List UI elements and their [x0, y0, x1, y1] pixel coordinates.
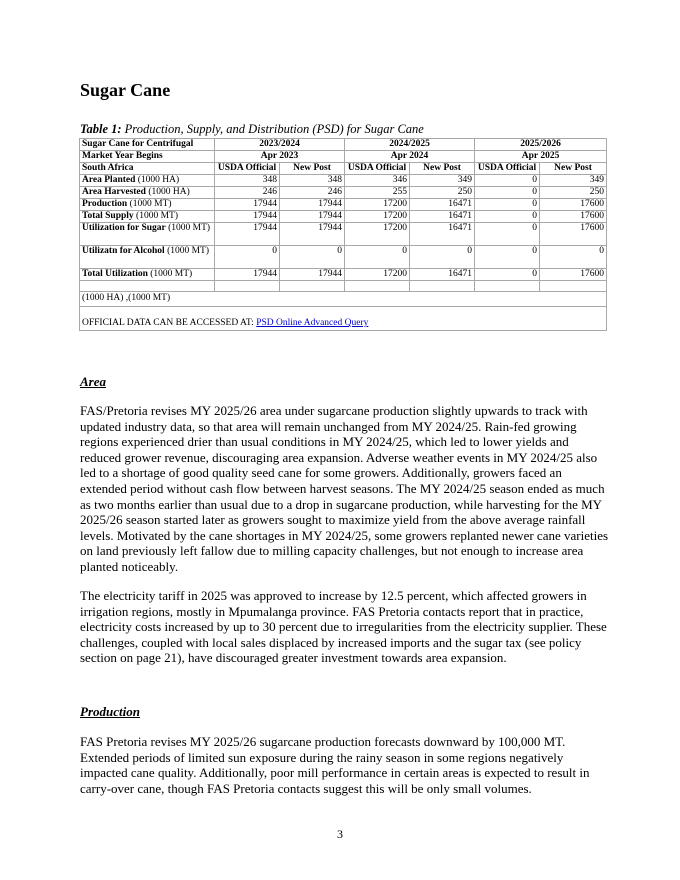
table-cell: 17944 — [215, 269, 280, 281]
paragraph: FAS/Pretoria revises MY 2025/26 area under sugarcane production slightly upwards to track with updated industry data, so that area will remain unchanged from MY 2024/25. Rain-fed growing regions experienced drier than usual conditions in MY 2024/25, which led to lower yields and reduced grower revenue, discouraging area expansion. Adverse weather events in MY 2024/25 also led to a shortage of good quality seed cane for some growers. Additionally, growers faced an extended period without cash flow between harvest seasons. The MY 2024/25 season ended as much as two months earlier than usual due to a drop in sugarcane production, while harvesting for the MY 2025/26 season started later as growers sought to maximize yield from the above average rainfall levels. Motivated by the cane shortages in MY 2024/25, some growers replanted newer cane varieties on land previously left fallow due to milling capacity challenges, but not enough to increase area planted noticeably. — [80, 403, 609, 574]
header-cell: USDA Official — [475, 163, 540, 175]
table-cell: 348 — [215, 175, 280, 187]
header-cell: Apr 2023 — [215, 151, 345, 163]
table-cell: 0 — [475, 246, 540, 269]
header-cell: New Post — [280, 163, 345, 175]
row-label: Total Utilization (1000 MT) — [80, 269, 215, 281]
table-cell: 0 — [475, 175, 540, 187]
table-blank-row — [80, 281, 607, 292]
table-cell: 16471 — [410, 269, 475, 281]
header-cell: New Post — [540, 163, 607, 175]
table-cell: 17200 — [345, 223, 410, 246]
header-cell: USDA Official — [215, 163, 280, 175]
table-cell: 0 — [475, 223, 540, 246]
table-row — [80, 269, 607, 281]
row-label: Utilizatn for Alcohol (1000 MT) — [80, 246, 215, 269]
page-title: Sugar Cane — [80, 80, 171, 100]
section-heading-production: Production — [80, 704, 140, 719]
table-caption — [80, 122, 424, 137]
table-caption-label: Table 1: — [80, 122, 122, 136]
row-label: Utilization for Sugar (1000 MT) — [80, 223, 215, 246]
psd-table — [79, 138, 607, 331]
row-label: Area Planted (1000 HA) — [80, 175, 215, 187]
header-cell: Market Year Begins — [80, 151, 215, 163]
table-row — [80, 187, 607, 199]
table-row — [80, 223, 607, 246]
table-cell: 17944 — [280, 223, 345, 246]
table-cell: 348 — [280, 175, 345, 187]
table-cell: 17944 — [215, 223, 280, 246]
units-note: (1000 HA) ,(1000 MT) — [80, 292, 607, 307]
table-cell: 0 — [540, 246, 607, 269]
paragraph: The electricity tariff in 2025 was approved to increase by 12.5 percent, which affected growers in irrigation regions, mostly in Mpumalanga province. FAS Pretoria contacts report that in practice, electricity costs increased by up to 30 percent due to irregularities from the electricity supplier. These challenges, coupled with local sales displaced by increased imports and the sugar tax (see policy section on page 21), have discouraged greater investment towards area expansion. — [80, 588, 607, 666]
table-cell: 255 — [345, 187, 410, 199]
table-row — [80, 211, 607, 223]
table-cell: 246 — [215, 187, 280, 199]
table-cell: 17200 — [345, 211, 410, 223]
table-cell: 0 — [475, 211, 540, 223]
table-cell: 17944 — [215, 199, 280, 211]
table-header-row — [80, 139, 607, 151]
table-cell: 0 — [475, 199, 540, 211]
row-label: Production (1000 MT) — [80, 199, 215, 211]
section-heading-area: Area — [80, 374, 106, 389]
table-cell: 17944 — [280, 199, 345, 211]
table-cell: 0 — [475, 187, 540, 199]
table-cell: 0 — [215, 246, 280, 269]
table-cell: 17600 — [540, 211, 607, 223]
table-header-row — [80, 163, 607, 175]
table-cell: 349 — [410, 175, 475, 187]
table-cell: 17600 — [540, 269, 607, 281]
table-cell: 346 — [345, 175, 410, 187]
header-cell: 2024/2025 — [345, 139, 475, 151]
page-number: 3 — [337, 827, 343, 841]
table-cell: 0 — [410, 246, 475, 269]
table-cell: 0 — [475, 269, 540, 281]
table-cell: 349 — [540, 175, 607, 187]
table-row — [80, 246, 607, 269]
table-row — [80, 175, 607, 187]
row-label: Area Harvested (1000 HA) — [80, 187, 215, 199]
table-cell: 246 — [280, 187, 345, 199]
header-cell: 2025/2026 — [475, 139, 607, 151]
header-cell: New Post — [410, 163, 475, 175]
header-cell: Apr 2024 — [345, 151, 475, 163]
table-cell: 17200 — [345, 199, 410, 211]
access-text: OFFICIAL DATA CAN BE ACCESSED AT: — [82, 318, 257, 328]
table-caption-text: Production, Supply, and Distribution (PSD) for Sugar Cane — [124, 122, 424, 136]
header-cell: Apr 2025 — [475, 151, 607, 163]
table-cell: 17600 — [540, 223, 607, 246]
table-cell: 17944 — [280, 269, 345, 281]
table-cell: 250 — [410, 187, 475, 199]
table-units-row — [80, 292, 607, 307]
header-cell: Sugar Cane for Centrifugal — [80, 139, 215, 151]
psd-online-link[interactable]: PSD Online Advanced Query — [256, 318, 369, 328]
access-note — [80, 307, 607, 331]
table-row — [80, 199, 607, 211]
table-cell: 17600 — [540, 199, 607, 211]
table-cell: 250 — [540, 187, 607, 199]
table-cell: 17200 — [345, 269, 410, 281]
header-cell: USDA Official — [345, 163, 410, 175]
table-cell: 0 — [345, 246, 410, 269]
table-cell: 17944 — [280, 211, 345, 223]
table-cell: 16471 — [410, 223, 475, 246]
row-label: Total Supply (1000 MT) — [80, 211, 215, 223]
header-cell: 2023/2024 — [215, 139, 345, 151]
table-cell: 17944 — [215, 211, 280, 223]
paragraph: FAS Pretoria revises MY 2025/26 sugarcane production forecasts downward by 100,000 MT. Extended periods of limited sun exposure during the rainy season in some regions negatively impacted cane quality. Additionally, poor mill performance in certain areas is expected to result in carry-over cane, though FAS Pretoria contacts suggest this will be only small volumes. — [80, 734, 590, 796]
table-cell: 0 — [280, 246, 345, 269]
table-cell: 16471 — [410, 199, 475, 211]
header-cell: South Africa — [80, 163, 215, 175]
table-cell: 16471 — [410, 211, 475, 223]
table-header-row — [80, 151, 607, 163]
table-access-row — [80, 307, 607, 331]
